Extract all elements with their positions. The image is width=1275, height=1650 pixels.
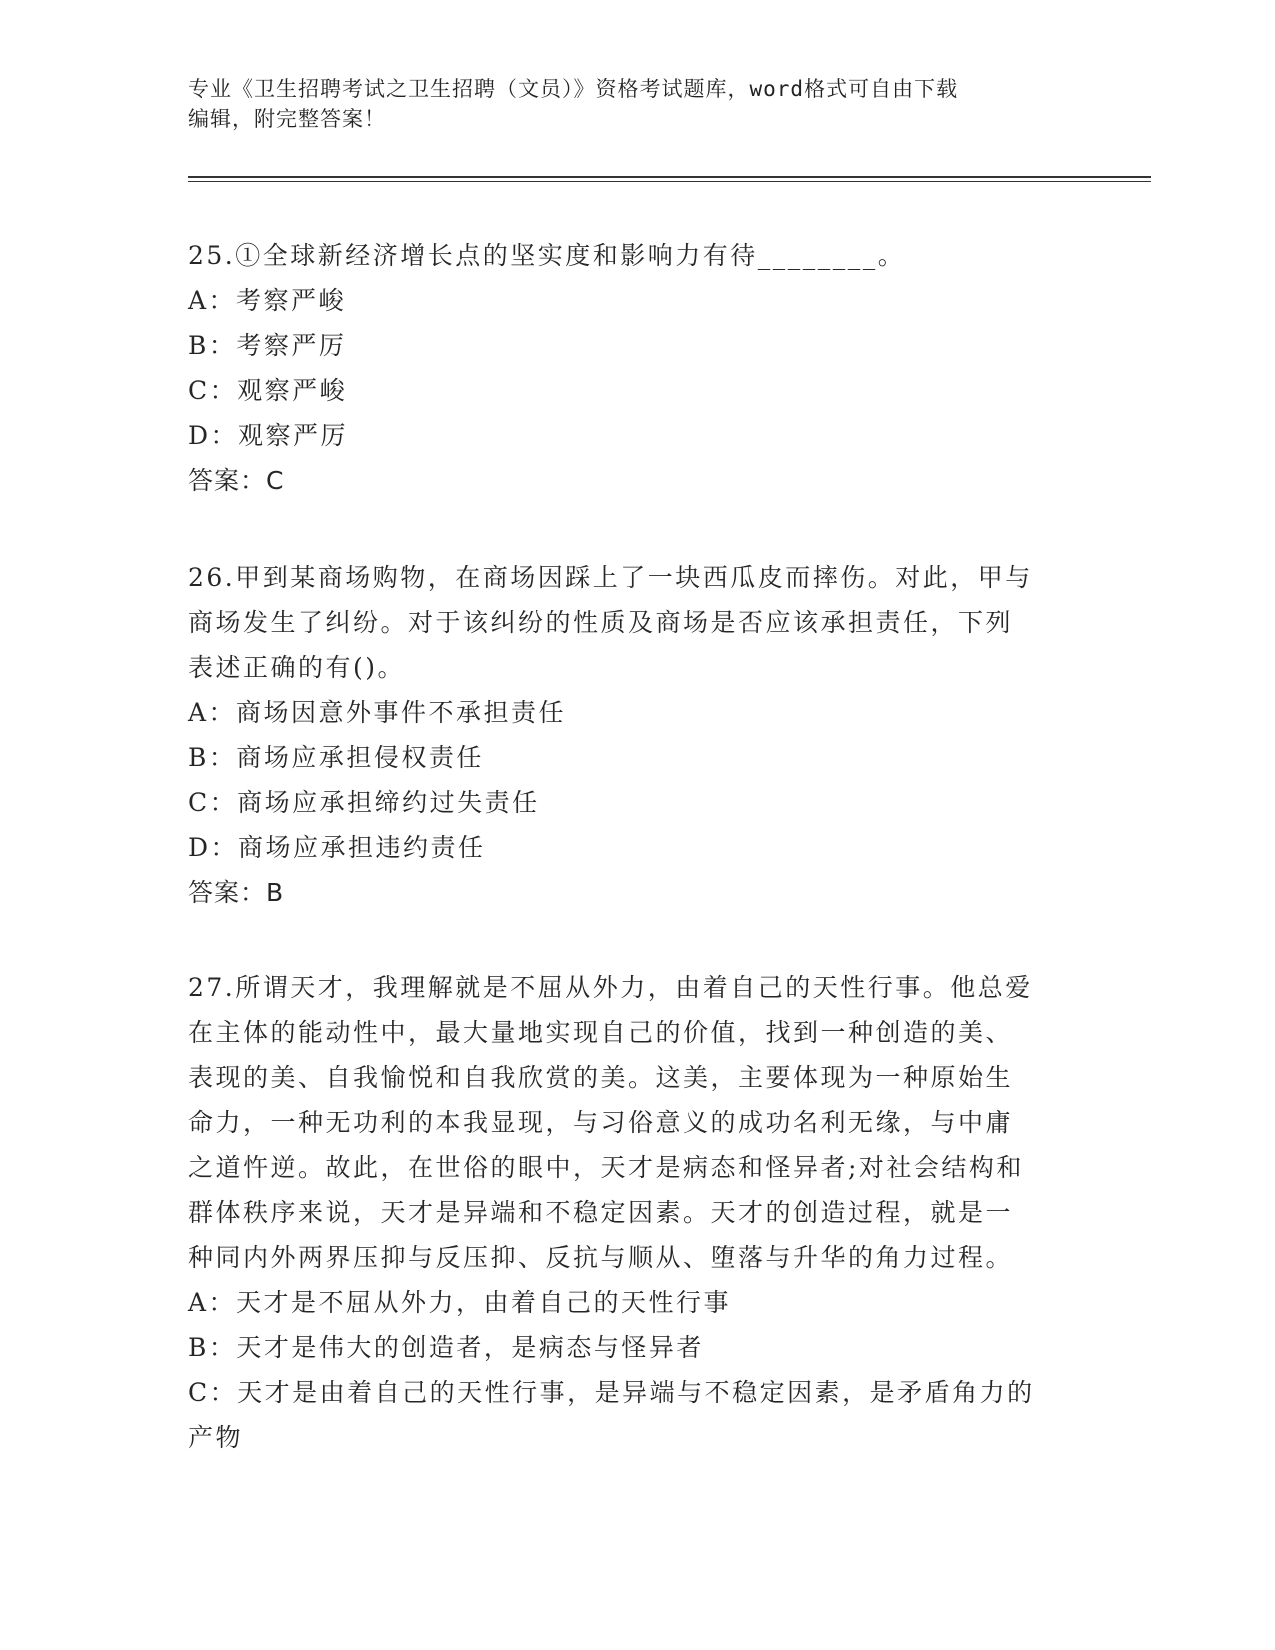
option-c: C：观察严峻	[188, 376, 348, 405]
question-stem-line: 表现的美、自我愉悦和自我欣赏的美。这美，主要体现为一种原始生	[188, 1063, 1014, 1092]
option-d: D：观察严厉	[188, 421, 349, 450]
header-divider-thin	[188, 181, 1151, 182]
document-header	[188, 74, 1088, 134]
question-stem-line: 之道忤逆。故此，在世俗的眼中，天才是病态和怪异者;对社会结构和	[188, 1153, 1024, 1182]
question-stem-line: 种同内外两界压抑与反压抑、反抗与顺从、堕落与升华的角力过程。	[188, 1243, 1014, 1272]
header-line-2: 编辑，附完整答案！	[188, 107, 386, 131]
answer: 答案：C	[188, 466, 285, 495]
option-b: B：天才是伟大的创造者，是病态与怪异者	[188, 1333, 704, 1362]
header-line-1: 专业《卫生招聘考试之卫生招聘（文员）》资格考试题库，word格式可自由下载	[188, 77, 959, 101]
option-a: A：考察严峻	[188, 286, 347, 315]
option-a: A：天才是不屈从外力，由着自己的天性行事	[188, 1288, 732, 1317]
option-a: A：商场因意外事件不承担责任	[188, 698, 567, 727]
answer: 答案：B	[188, 878, 285, 907]
question-stem-line: 商场发生了纠纷。对于该纠纷的性质及商场是否应该承担责任，下列	[188, 608, 1014, 637]
question-stem-line: 命力，一种无功利的本我显现，与习俗意义的成功名利无缘，与中庸	[188, 1108, 1014, 1137]
option-b: B：考察严厉	[188, 331, 347, 360]
option-d: D：商场应承担违约责任	[188, 833, 486, 862]
question-stem-line: 群体秩序来说，天才是异端和不稳定因素。天才的创造过程，就是一	[188, 1198, 1014, 1227]
question-25	[188, 233, 1088, 503]
option-c: C：商场应承担缔约过失责任	[188, 788, 540, 817]
question-stem-line: 表述正确的有()。	[188, 653, 406, 682]
question-26	[188, 555, 1088, 915]
question-stem: 25.①全球新经济增长点的坚实度和影响力有待________。	[188, 241, 906, 270]
option-b: B：商场应承担侵权责任	[188, 743, 484, 772]
option-c: C：天才是由着自己的天性行事，是异端与不稳定因素，是矛盾角力的	[188, 1378, 1035, 1407]
question-27	[188, 965, 1088, 1460]
question-stem-line: 27.所谓天才，我理解就是不屈从外力，由着自己的天性行事。他总爱	[188, 973, 1033, 1002]
question-stem-line: 在主体的能动性中，最大量地实现自己的价值，找到一种创造的美、	[188, 1018, 1014, 1047]
question-stem-line: 26.甲到某商场购物，在商场因踩上了一块西瓜皮而摔伤。对此，甲与	[188, 563, 1033, 592]
option-c-continuation: 产物	[188, 1423, 244, 1452]
header-divider-thick	[188, 176, 1151, 178]
